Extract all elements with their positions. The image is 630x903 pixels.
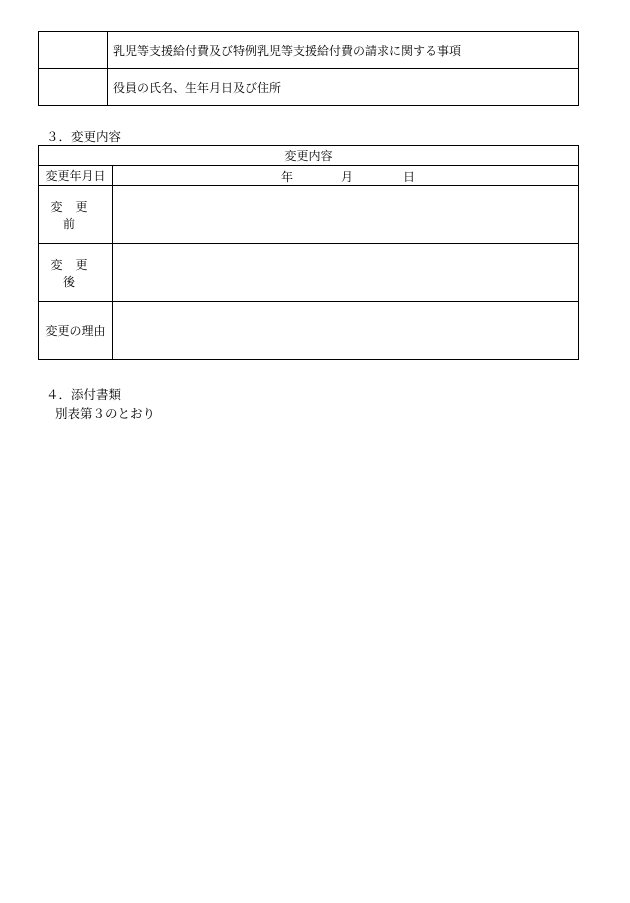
change-table (38, 145, 579, 360)
items-table (38, 31, 579, 106)
change-after-row (39, 244, 579, 302)
row-text-cell: 乳児等支援給付費及び特例乳児等支援給付費の請求に関する事項 (108, 32, 579, 69)
change-after-value (113, 244, 579, 302)
change-date-row (39, 166, 579, 186)
change-reason-label: 変更の理由 (39, 302, 113, 360)
attachment-note: 別表第３のとおり (55, 406, 156, 421)
change-table-title-row (39, 146, 579, 166)
change-reason-row (39, 302, 579, 360)
change-before-value (113, 186, 579, 244)
change-before-row (39, 186, 579, 244)
change-date-value (113, 166, 579, 186)
change-table-title: 変更内容 (39, 146, 579, 166)
row-label-cell (39, 69, 108, 106)
table-row (39, 32, 579, 69)
date-month-label: 月 (341, 170, 354, 184)
date-day-label: 日 (403, 170, 416, 184)
change-after-label: 変更後 (39, 244, 113, 302)
row-label-cell (39, 32, 108, 69)
change-date-label: 変更年月日 (39, 166, 113, 186)
change-before-label: 変更前 (39, 186, 113, 244)
table-row (39, 69, 579, 106)
section3-heading: ３．変更内容 (46, 129, 122, 144)
change-reason-value (113, 302, 579, 360)
section4-heading: ４．添付書類 (46, 387, 122, 402)
row-text-cell: 役員の氏名、生年月日及び住所 (108, 69, 579, 106)
date-year-label: 年 (281, 170, 294, 184)
